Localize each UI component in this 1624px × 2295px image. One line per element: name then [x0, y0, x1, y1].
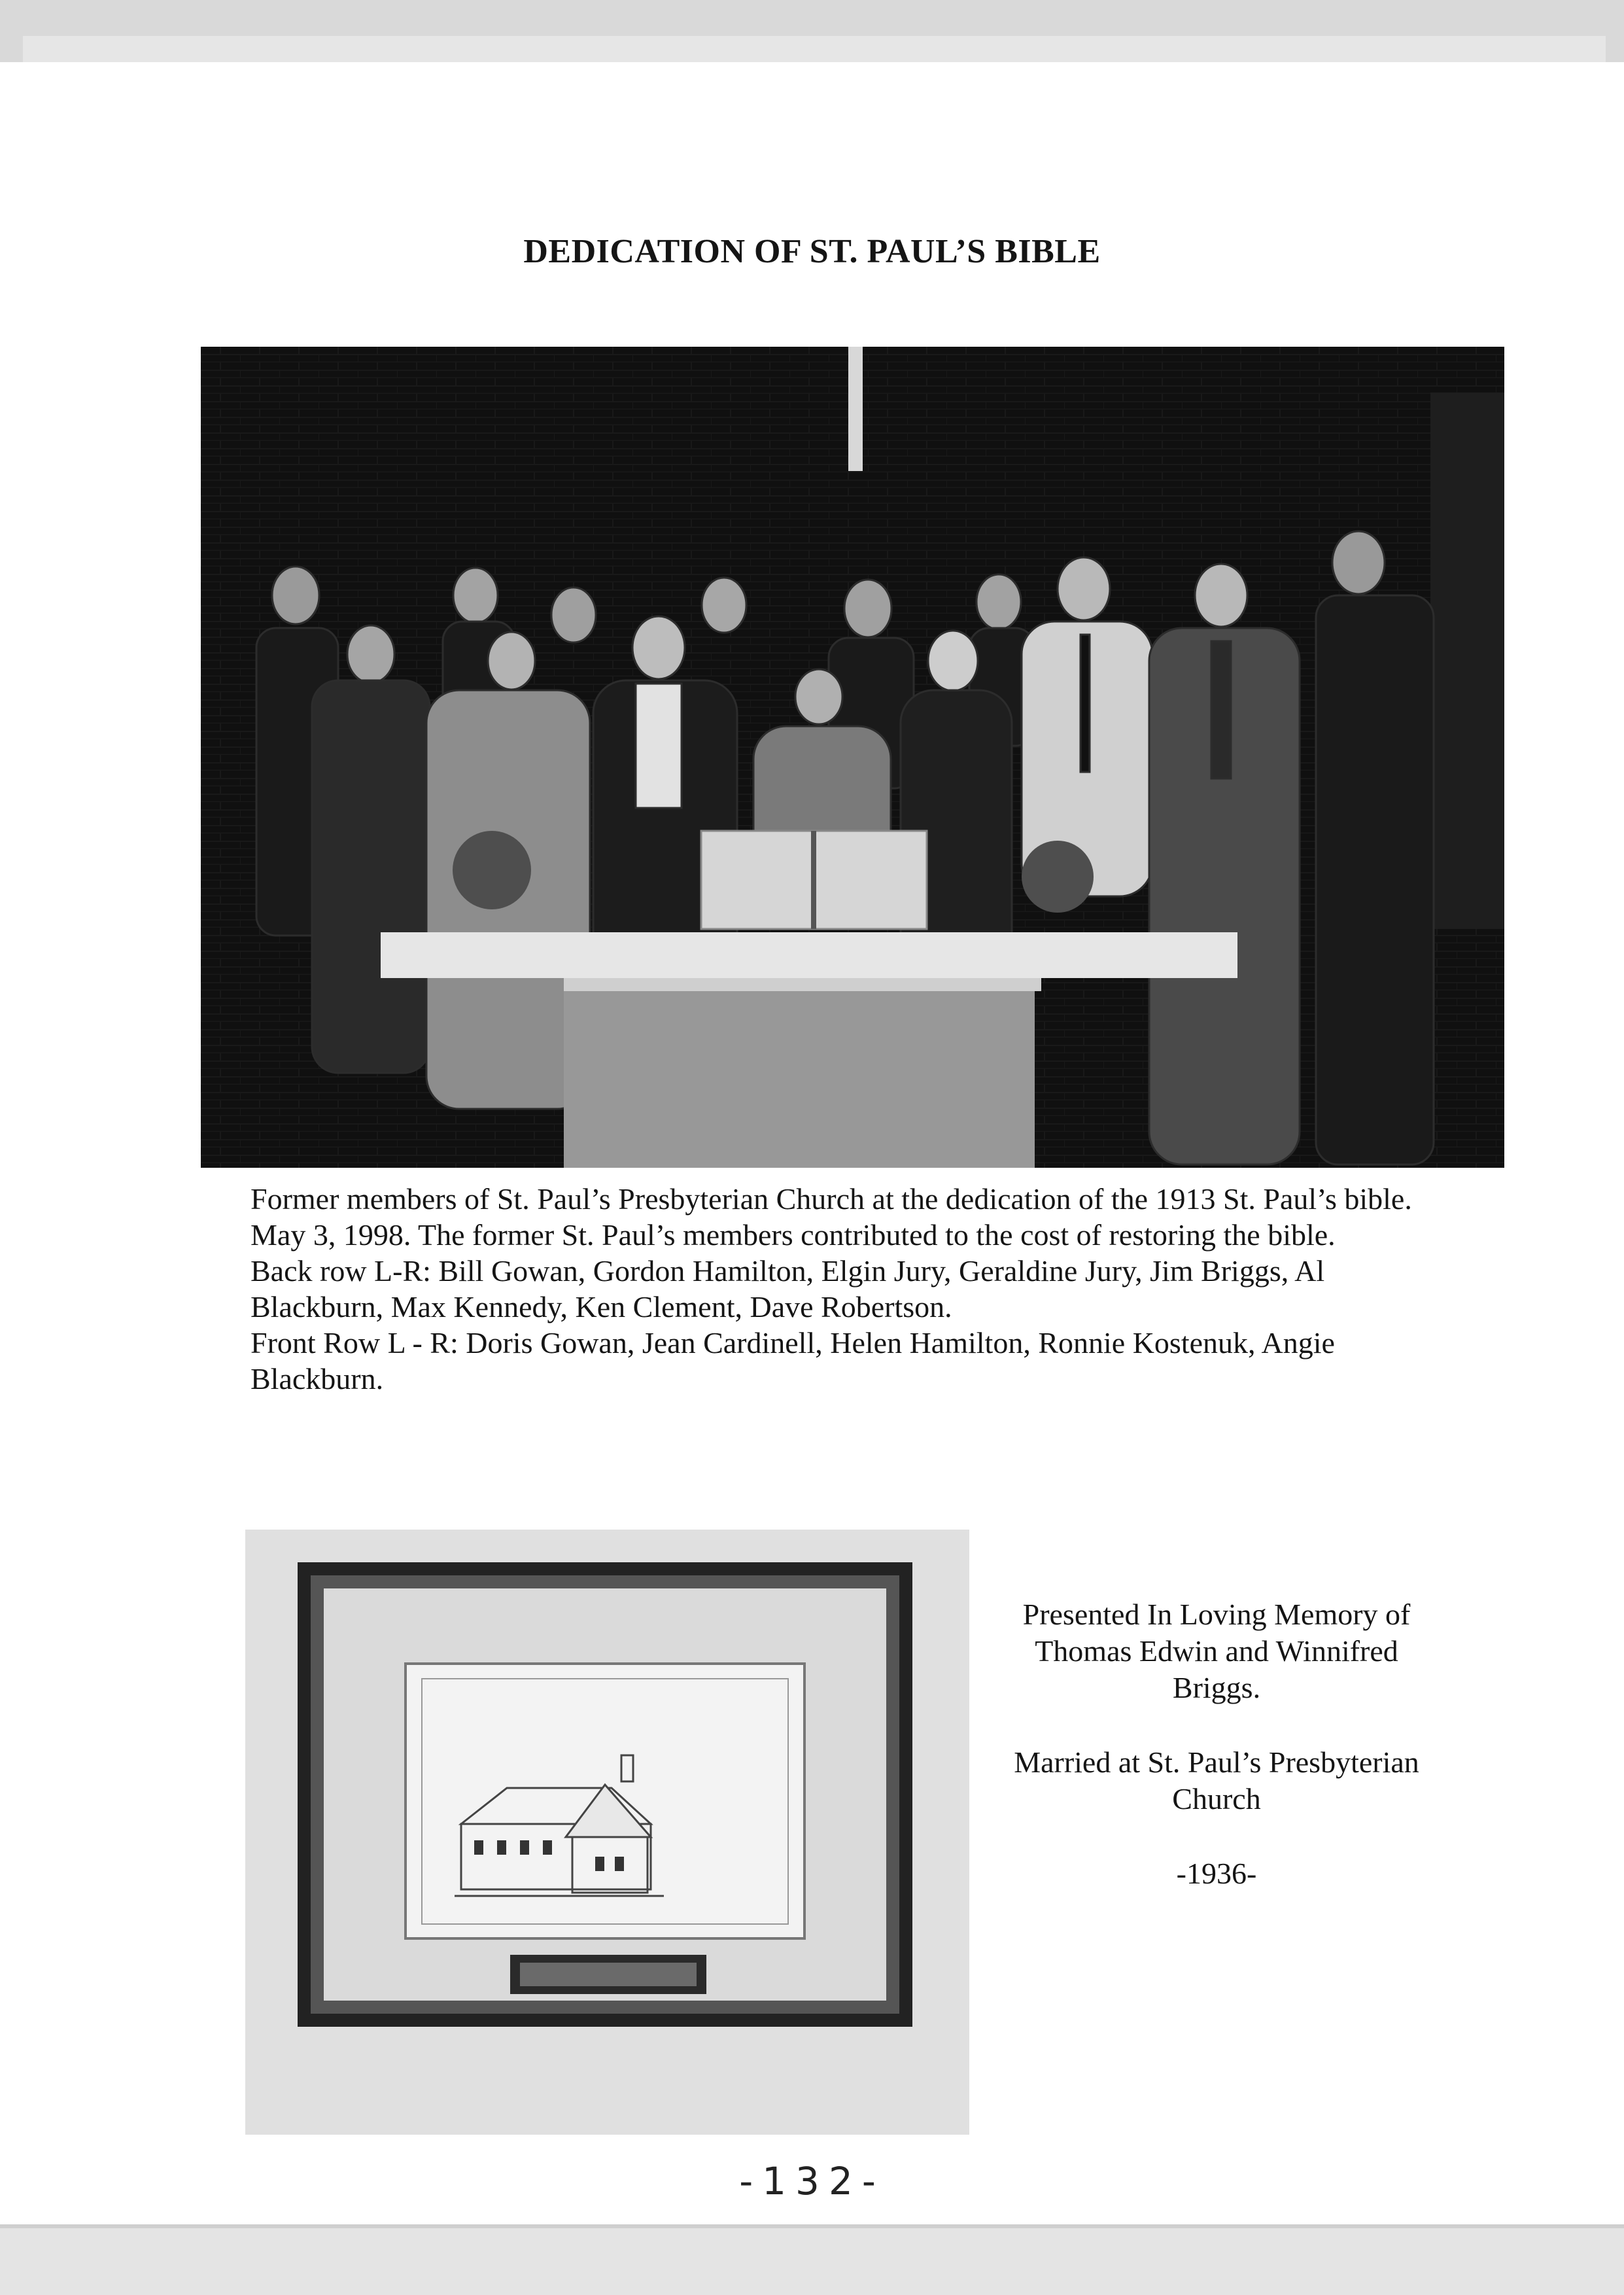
- memorial-year: -1936-: [1176, 1857, 1257, 1890]
- memorial-text: [988, 1596, 1445, 1892]
- memorial-dedication: Presented In Loving Memory of Thomas Edwin and Winnifred Briggs.: [1022, 1598, 1411, 1704]
- caption-back-row: Back row L-R: Bill Gowan, Gordon Hamilton, Elgin Jury, Geraldine Jury, Jim Briggs, Al Blackburn, Max Kennedy, Ken Clement, Dave Robertson.: [251, 1254, 1325, 1323]
- page-number: -132-: [739, 2159, 885, 2203]
- scan-border-top-inner: [23, 36, 1606, 62]
- caption-front-row: Front Row L - R: Doris Gowan, Jean Cardinell, Helen Hamilton, Ronnie Kostenuk, Angie Blackburn.: [251, 1326, 1335, 1395]
- page-title: DEDICATION OF ST. PAUL’S BIBLE: [523, 233, 1101, 270]
- group-photo: [201, 347, 1504, 1168]
- caption-text: Former members of St. Paul’s Presbyterian Church at the dedication of the 1913 St. Paul’s bible. May 3, 1998. The former St. Paul’s members contributed to the cost of restoring the bible.: [251, 1182, 1412, 1252]
- scan-border-bottom: [0, 2224, 1624, 2295]
- memorial-married: Married at St. Paul’s Presbyterian Church: [1014, 1745, 1419, 1815]
- scan-border-bottom-line: [0, 2224, 1624, 2228]
- photo-caption: [251, 1181, 1454, 1397]
- framed-church-drawing-photo: [245, 1530, 969, 2135]
